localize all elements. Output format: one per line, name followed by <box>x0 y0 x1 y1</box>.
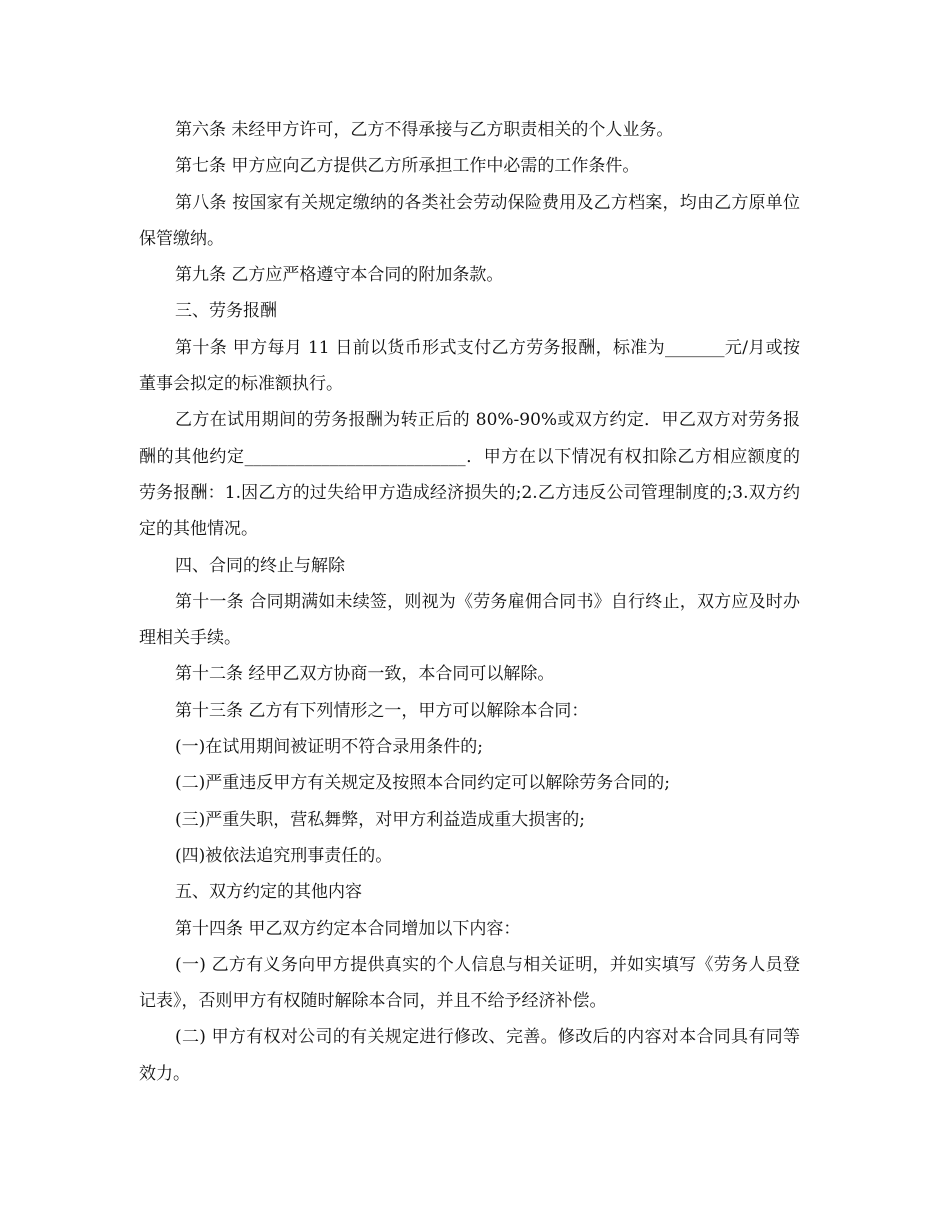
section-heading-termination: 四、合同的终止与解除 <box>175 555 345 576</box>
termination-item-3: (三)严重失职，营私舞弊，对甲方利益造成重大损害的; <box>175 809 585 830</box>
clause-12: 第十二条 经甲乙双方协商一致，本合同可以解除。 <box>175 664 555 685</box>
termination-item-1: (一)在试用期间被证明不符合录用条件的; <box>175 737 483 758</box>
other-item-1: (一) 乙方有义务向甲方提供真实的个人信息与相关证明，并如实填写《劳务人员登记表》，否则甲方有权随时解除本合同，并且不给予经济补偿。 <box>139 954 800 1012</box>
termination-item-4: (四)被依法追究刑事责任的。 <box>175 845 393 866</box>
clause-7: 第七条 甲方应向乙方提供乙方所承担工作中必需的工作条件。 <box>175 156 640 177</box>
clause-11: 第十一条 合同期满如未续签，则视为《劳务雇佣合同书》自行终止，双方应及时办理相关手续。 <box>139 591 800 649</box>
section-heading-other: 五、双方约定的其他内容 <box>175 882 362 903</box>
termination-item-2: (二)严重违反甲方有关规定及按照本合同约定可以解除劳务合同的; <box>175 773 670 794</box>
document-body <box>139 112 800 1092</box>
clause-9: 第九条 乙方应严格遵守本合同的附加条款。 <box>175 265 504 286</box>
clause-8: 第八条 按国家有关规定缴纳的各类社会劳动保险费用及乙方档案，均由乙方原单位保管缴纳。 <box>139 192 800 249</box>
other-item-2: (二) 甲方有权对公司的有关规定进行修改、完善。修改后的内容对本合同具有同等效力。 <box>139 1027 800 1084</box>
section-heading-remuneration: 三、劳务报酬 <box>175 301 277 322</box>
clause-13: 第十三条 乙方有下列情形之一，甲方可以解除本合同： <box>175 700 589 721</box>
probation-remuneration-paragraph: 乙方在试用期间的劳务报酬为转正后的 80%-90%或双方约定．甲乙双方对劳务报酬的其他约定__________________________．甲方在以下情况有权扣除乙方相应额度的劳务报酬：1.因乙方的过失给甲方造成经济损失的;2.乙方违反公司管理制度的;3.双方约定的其他情况。 <box>139 410 800 540</box>
clause-10: 第十条 甲方每月 11 日前以货币形式支付乙方劳务报酬，标准为_______元/月或按董事会拟定的标准额执行。 <box>139 337 800 395</box>
clause-6: 第六条 未经甲方许可，乙方不得承接与乙方职责相关的个人业务。 <box>175 120 674 140</box>
clause-14: 第十四条 甲乙双方约定本合同增加以下内容： <box>175 918 521 939</box>
